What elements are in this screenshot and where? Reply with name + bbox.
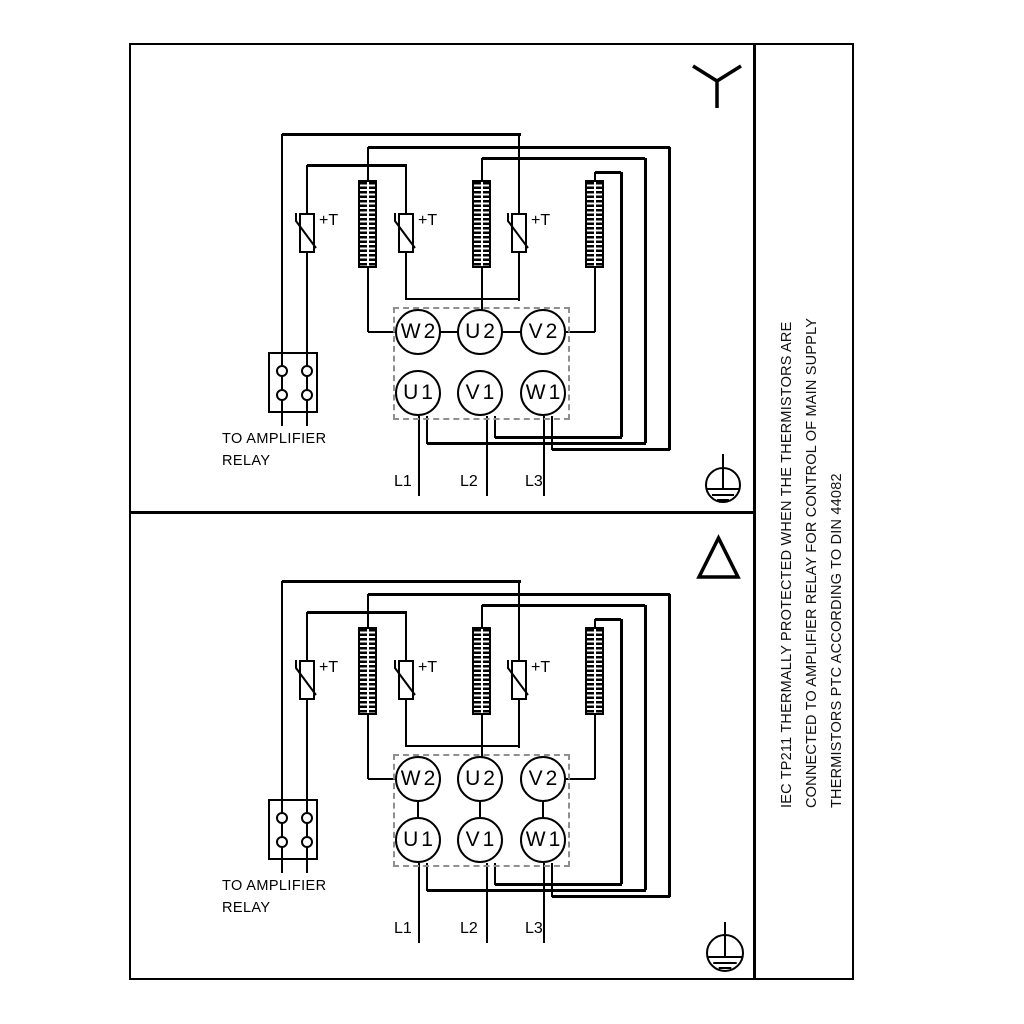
relay-terminal-circle	[301, 836, 313, 848]
supply-label-l3: L3	[525, 473, 543, 490]
terminal-v2: V2	[520, 756, 566, 802]
coil-center-split	[481, 629, 483, 713]
terminal-w2: W2	[395, 309, 441, 355]
u1-return-stub-wire	[426, 863, 428, 891]
coil1-top-wire	[367, 594, 369, 628]
u1-loop-bottom-wire	[427, 442, 646, 445]
side-note-line-3: THERMISTORS PTC ACCORDING TO DIN 44082	[829, 473, 845, 808]
relay-terminal-circle	[276, 389, 288, 401]
terminal-u1: U1	[395, 817, 441, 863]
coil-center-split	[594, 182, 596, 266]
ptc-thermistor-2	[398, 660, 414, 700]
ptc-thermistor-1	[299, 213, 315, 253]
terminal-w1: W1	[520, 370, 566, 416]
u1-loop-top-wire	[482, 604, 645, 607]
v1-loop-right-wire	[620, 619, 623, 884]
supply-label-l2: L2	[460, 473, 478, 490]
ptc-thermistor-3	[511, 660, 527, 700]
u1-loop-right-wire	[644, 158, 647, 443]
coil2-top-wire	[481, 158, 483, 181]
stator-winding-coil-2	[472, 180, 491, 268]
ptc-thermistor-2	[398, 213, 414, 253]
thermistor1-2-link-wire	[307, 611, 407, 614]
coil3-bottom-wire	[594, 714, 596, 779]
relay-caption-line-1: TO AMPLIFIER	[222, 878, 327, 894]
coil-center-split	[367, 629, 369, 713]
w1-loop-bottom-wire	[552, 895, 670, 898]
stator-winding-coil-3	[585, 627, 604, 715]
v1-loop-bottom-wire	[495, 436, 622, 439]
coil-center-split	[367, 182, 369, 266]
terminal-u1: U1	[395, 370, 441, 416]
v1-loop-right-wire	[620, 172, 623, 437]
thermistor-label: +T	[418, 659, 438, 676]
v2-right-entry-wire	[566, 778, 595, 780]
coil2-top-wire	[481, 605, 483, 628]
terminal-v2: V2	[520, 309, 566, 355]
v2-right-entry-wire	[566, 331, 595, 333]
thermistor2-3-link-wire	[406, 298, 520, 300]
relay-terminal-circle	[276, 812, 288, 824]
coil2-bottom-wire	[481, 267, 483, 310]
w1-return-stub-wire	[551, 416, 553, 450]
w1-loop-bottom-wire	[552, 448, 670, 451]
coil3-bottom-wire	[594, 267, 596, 332]
w1-loop-top-wire	[368, 146, 670, 149]
thermistor-circuit-top-wire	[282, 133, 521, 136]
coil1-bottom-wire	[367, 267, 369, 332]
u1-return-stub-wire	[426, 416, 428, 444]
side-note-line-2: CONNECTED TO AMPLIFIER RELAY FOR CONTROL OF MAIN SUPPLY	[804, 317, 820, 808]
v1-loop-top-wire	[595, 618, 621, 621]
supply-wire-l2	[486, 416, 488, 496]
thermistor-label: +T	[319, 659, 339, 676]
thermistor1-2-link-wire	[307, 164, 407, 167]
supply-label-l1: L1	[394, 920, 412, 937]
ptc-thermistor-1	[299, 660, 315, 700]
thermistor-circuit-top-wire	[282, 580, 521, 583]
w1-loop-right-wire	[668, 594, 671, 897]
u1-loop-top-wire	[482, 157, 645, 160]
supply-label-l2: L2	[460, 920, 478, 937]
stator-winding-coil-3	[585, 180, 604, 268]
thermistor2-3-link-wire	[406, 745, 520, 747]
w1-loop-right-wire	[668, 147, 671, 450]
amplifier-relay-block	[268, 352, 318, 413]
amplifier-relay-block	[268, 799, 318, 860]
thermistor-label: +T	[319, 212, 339, 229]
relay-terminal-circle	[301, 365, 313, 377]
supply-label-l1: L1	[394, 473, 412, 490]
relay-terminal-circle	[301, 389, 313, 401]
relay-caption-line-2: RELAY	[222, 453, 271, 469]
note-column-divider-line	[753, 43, 756, 980]
relay-terminal-circle	[301, 812, 313, 824]
panel-divider-line	[129, 511, 755, 514]
supply-wire-l1	[418, 863, 420, 943]
terminal-w1: W1	[520, 817, 566, 863]
w2-left-entry-wire	[368, 778, 396, 780]
coil-center-split	[481, 182, 483, 266]
stator-winding-coil-2	[472, 627, 491, 715]
coil-center-split	[594, 629, 596, 713]
supply-wire-l3	[543, 863, 545, 943]
terminal-v1: V1	[457, 817, 503, 863]
v1-loop-bottom-wire	[495, 883, 622, 886]
terminal-v1: V1	[457, 370, 503, 416]
supply-wire-l3	[543, 416, 545, 496]
coil1-bottom-wire	[367, 714, 369, 779]
stator-winding-coil-1	[358, 627, 377, 715]
w2-left-entry-wire	[368, 331, 396, 333]
thermistor-label: +T	[418, 212, 438, 229]
thermistor-label: +T	[531, 659, 551, 676]
w1-loop-top-wire	[368, 593, 670, 596]
coil2-bottom-wire	[481, 714, 483, 757]
supply-label-l3: L3	[525, 920, 543, 937]
terminal-w2: W2	[395, 756, 441, 802]
relay-caption-line-2: RELAY	[222, 900, 271, 916]
relay-terminal-circle	[276, 365, 288, 377]
thermistor-label: +T	[531, 212, 551, 229]
relay-caption-line-1: TO AMPLIFIER	[222, 431, 327, 447]
stator-winding-coil-1	[358, 180, 377, 268]
ptc-thermistor-3	[511, 213, 527, 253]
w1-return-stub-wire	[551, 863, 553, 897]
supply-wire-l1	[418, 416, 420, 496]
terminal-u2: U2	[457, 309, 503, 355]
terminal-u2: U2	[457, 756, 503, 802]
u1-loop-right-wire	[644, 605, 647, 890]
coil1-top-wire	[367, 147, 369, 181]
relay-terminal-circle	[276, 836, 288, 848]
u1-loop-bottom-wire	[427, 889, 646, 892]
supply-wire-l2	[486, 863, 488, 943]
v1-loop-top-wire	[595, 171, 621, 174]
side-note-line-1: IEC TP211 THERMALLY PROTECTED WHEN THE THERMISTORS ARE	[779, 321, 795, 808]
